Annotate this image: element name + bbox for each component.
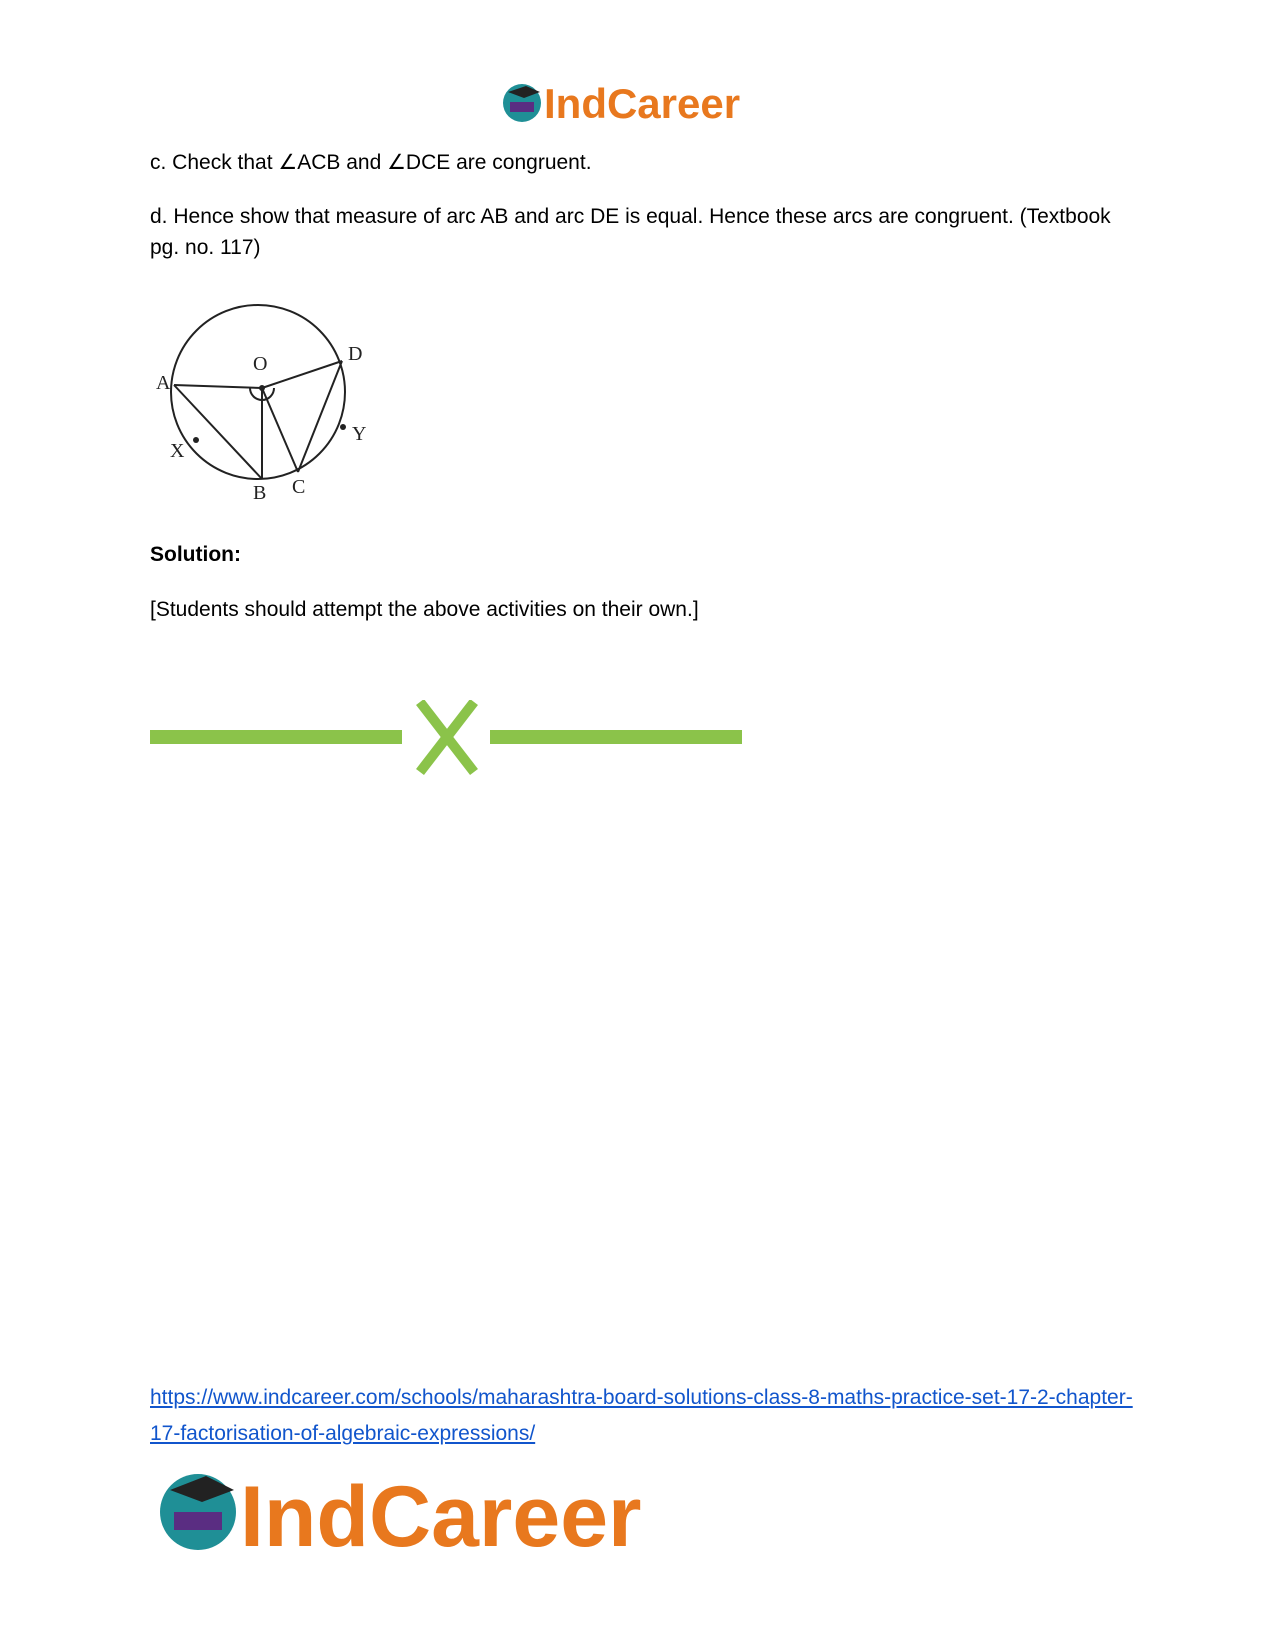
section-separator [150, 700, 760, 785]
indcareer-logo-top [500, 78, 770, 128]
circle-figure [150, 290, 380, 505]
label-b: B [253, 482, 267, 504]
segment-ao [174, 385, 262, 388]
segment-ab [174, 385, 262, 479]
segment-oc [262, 388, 298, 472]
label-x: X [170, 440, 185, 462]
label-c: C [292, 476, 306, 498]
circle-outline [171, 305, 345, 479]
books-icon [510, 102, 534, 112]
x-mark-icon [420, 702, 474, 772]
logo-top-text: IndCareer [544, 80, 741, 127]
center-point [259, 385, 265, 391]
solution-heading: Solution: [150, 543, 241, 566]
label-o: O [253, 353, 268, 375]
segment-dc [298, 361, 342, 472]
label-y: Y [352, 423, 367, 445]
source-link[interactable]: https://www.indcareer.com/schools/maharashtra-board-solutions-class-8-maths-practice-set-17-2-chapter-17-factorisation-of-algebraic-expressions/ [150, 1386, 1133, 1445]
solution-text: [Students should attempt the above activities on their own.] [150, 598, 699, 621]
point-x [193, 437, 199, 443]
question-c: c. Check that ∠ACB and ∠DCE are congruent. [150, 151, 592, 174]
label-d: D [348, 343, 363, 365]
books-icon [174, 1512, 222, 1530]
label-a: A [156, 372, 171, 394]
segment-od [262, 361, 342, 388]
indcareer-logo-bottom [158, 1462, 698, 1562]
point-y [340, 424, 346, 430]
logo-bottom-text: IndCareer [240, 1469, 642, 1562]
question-d: d. Hence show that measure of arc AB and arc DE is equal. Hence these arcs are congruent. (Textbook pg. no. 117) [150, 205, 1111, 259]
